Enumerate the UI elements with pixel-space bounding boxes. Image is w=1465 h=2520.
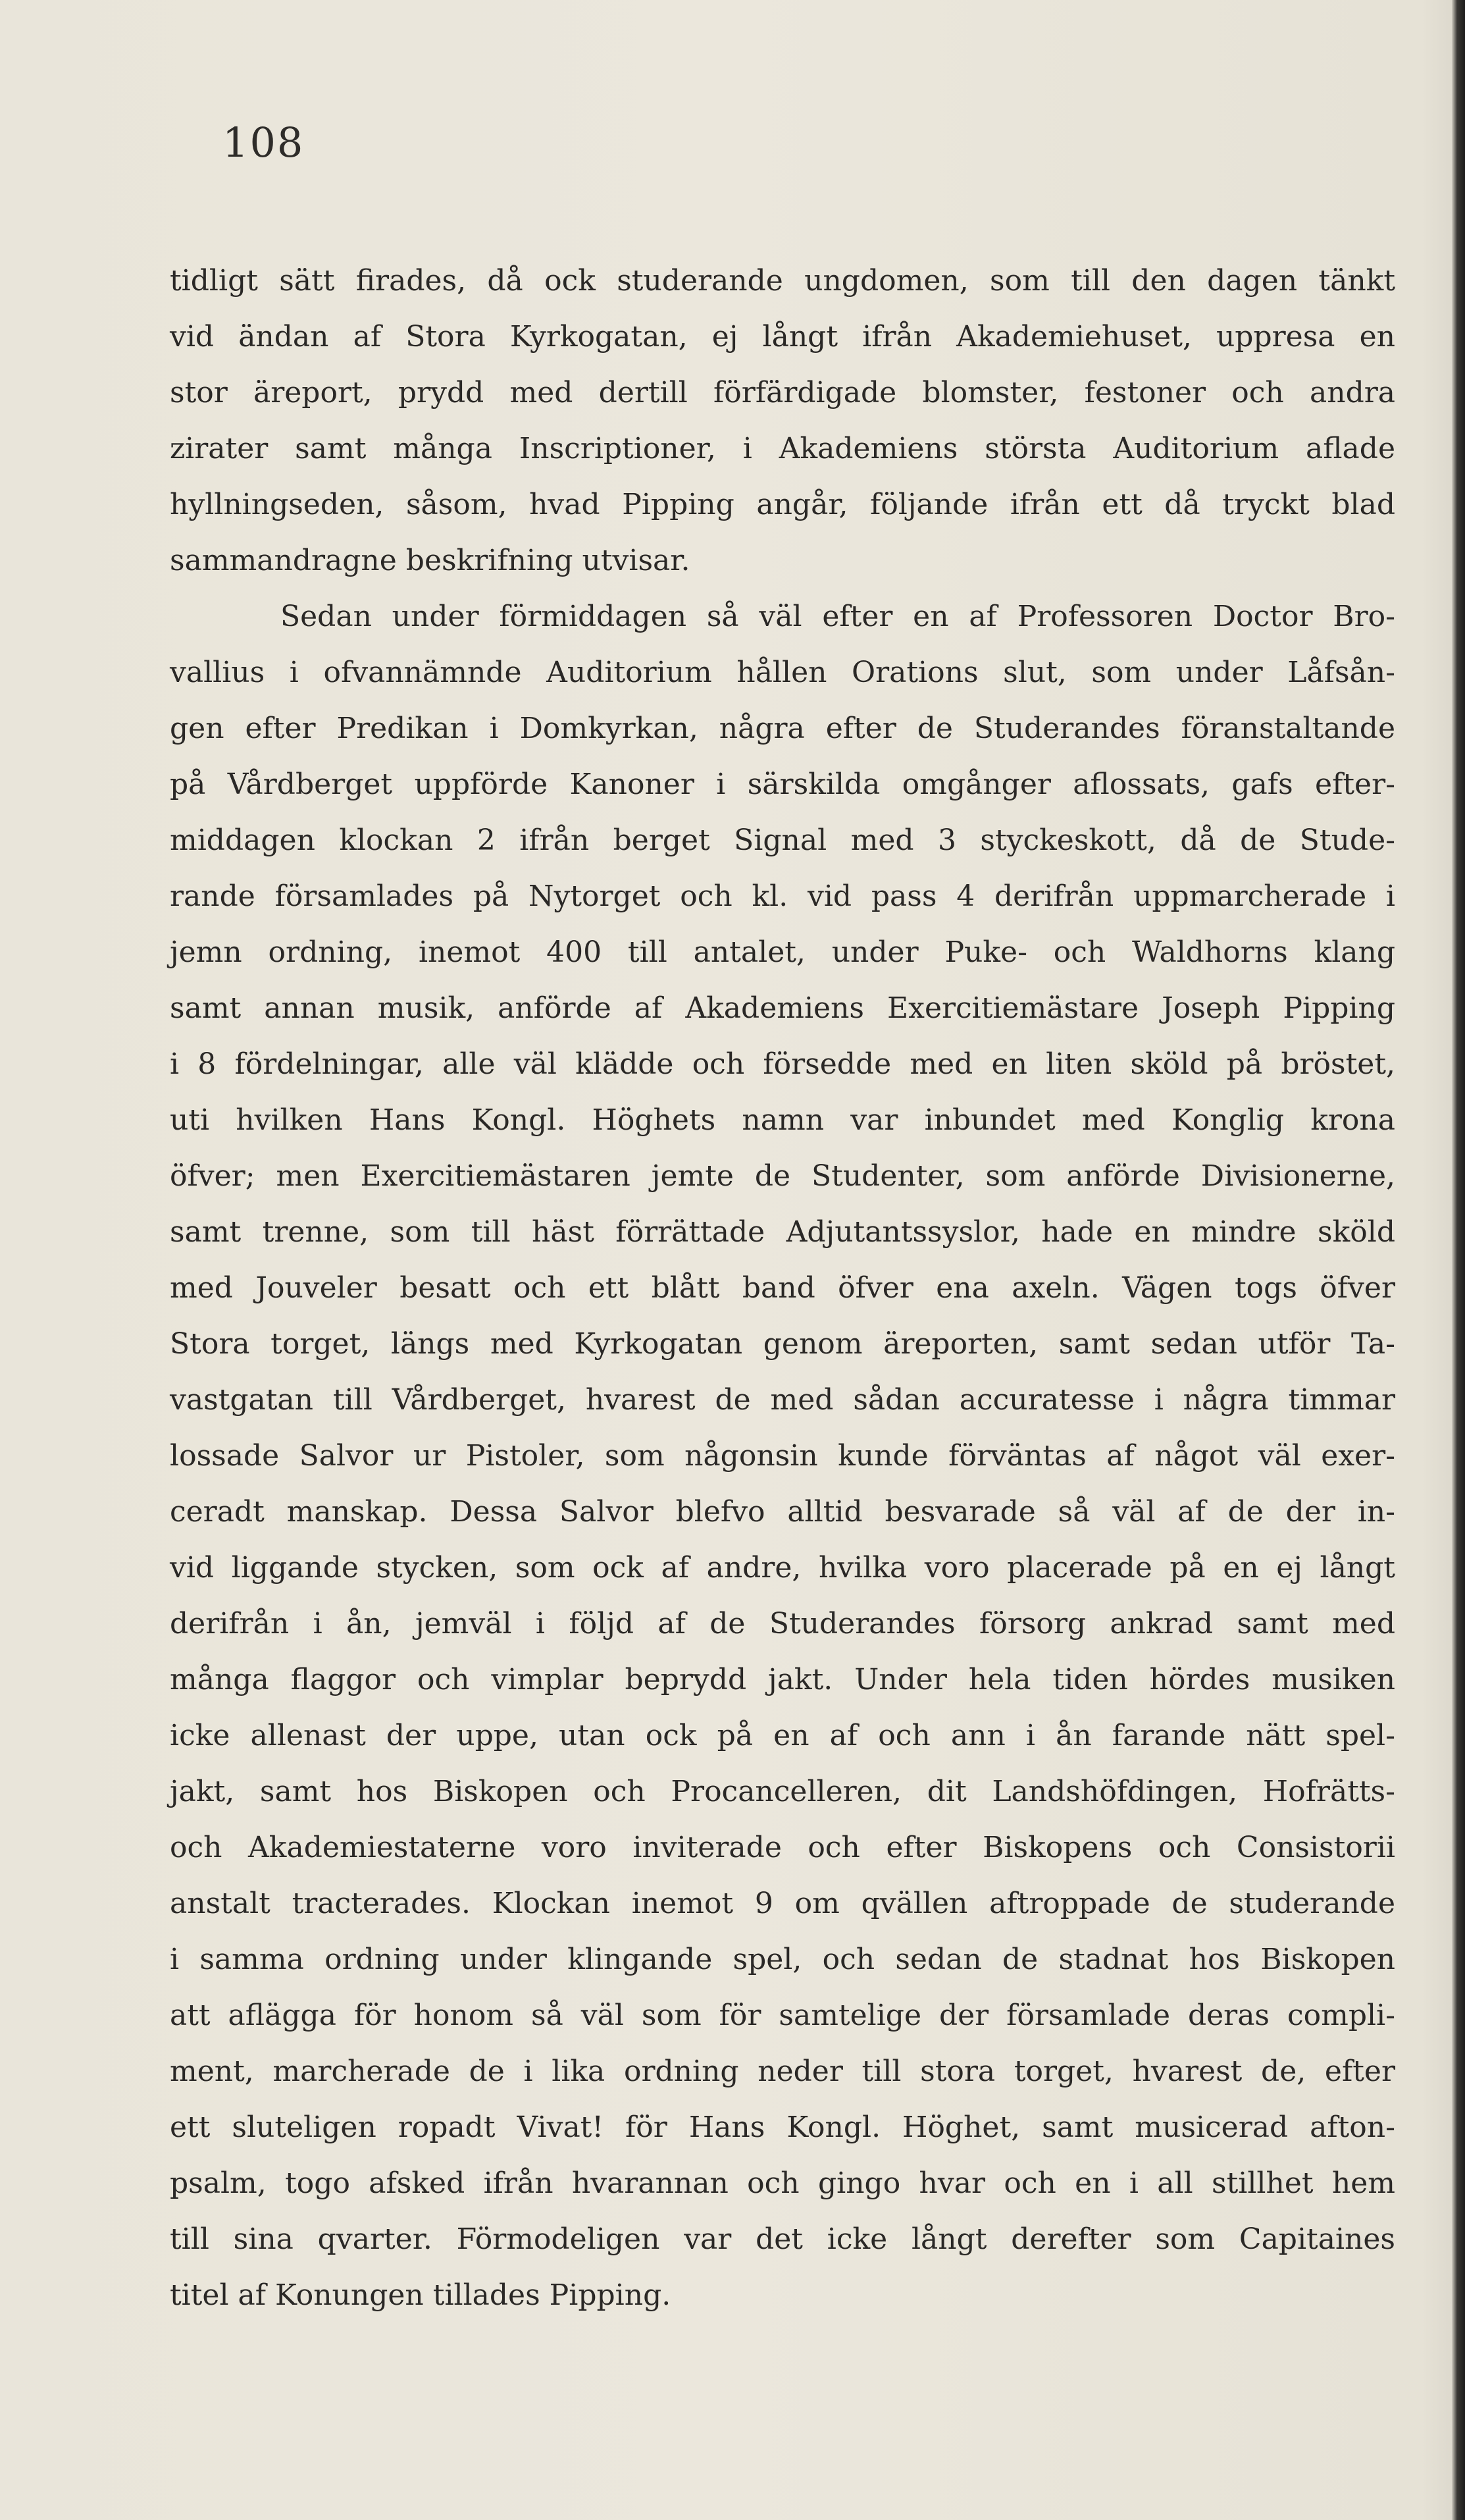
text-line: i samma ordning under klingande spel, och sedan de stadnat hos Biskopen	[170, 1943, 1395, 1976]
text-line: uti hvilken Hans Kongl. Höghets namn var inbundet med Konglig krona	[170, 1103, 1395, 1137]
body-text	[170, 253, 1395, 2323]
text-line: vastgatan till Vårdberget, hvarest de med sådan accuratesse i några timmar	[170, 1383, 1395, 1417]
text-line: derifrån i ån, jemväl i följd af de Studerandes försorg ankrad samt med	[170, 1607, 1395, 1641]
text-line: vallius i ofvannämnde Auditorium hållen Orations slut, som under Låfsån-	[170, 656, 1395, 689]
text-line: ment, marcherade de i lika ordning neder till stora torget, hvarest de, efter	[170, 2055, 1395, 2088]
text-line: att aflägga för honom så väl som för samtelige der församlade deras compli-	[170, 1999, 1395, 2032]
text-line: öfver; men Exercitiemästaren jemte de Studenter, som anförde Divisionerne,	[170, 1159, 1395, 1193]
text-line: vid liggande stycken, som ock af andre, hvilka voro placerade på en ej långt	[170, 1551, 1395, 1585]
text-line: tidligt sätt firades, då ock studerande ungdomen, som till den dagen tänkt	[170, 264, 1395, 298]
text-line: Sedan under förmiddagen så väl efter en af Professoren Doctor Bro-	[280, 600, 1395, 633]
text-line: och Akademiestaterne voro inviterade och efter Biskopens och Consistorii	[170, 1831, 1395, 1864]
text-line: stor äreport, prydd med dertill förfärdigade blomster, festoner och andra	[170, 376, 1395, 409]
text-line: samt annan musik, anförde af Akademiens Exercitiemästare Joseph Pipping	[170, 991, 1395, 1025]
text-line: på Vårdberget uppförde Kanoner i särskilda omgånger aflossats, gafs efter-	[170, 768, 1395, 801]
text-line: vid ändan af Stora Kyrkogatan, ej långt ifrån Akademiehuset, uppresa en	[170, 320, 1395, 354]
text-line: ett sluteligen ropadt Vivat! för Hans Kongl. Höghet, samt musicerad afton-	[170, 2111, 1395, 2144]
text-line: hyllningseden, såsom, hvad Pipping angår, följande ifrån ett då tryckt blad	[170, 488, 1395, 521]
text-line: middagen klockan 2 ifrån berget Signal med 3 styckeskott, då de Stude-	[170, 824, 1395, 857]
text-line: psalm, togo afsked ifrån hvarannan och gingo hvar och en i all stillhet hem	[170, 2166, 1395, 2200]
page-number: 108	[222, 118, 305, 167]
text-line: rande församlades på Nytorget och kl. vid pass 4 derifrån uppmarcherade i	[170, 879, 1395, 913]
text-line: Stora torget, längs med Kyrkogatan genom äreporten, samt sedan utför Ta-	[170, 1327, 1395, 1361]
text-line: anstalt tracterades. Klockan inemot 9 om qvällen aftroppade de studerande	[170, 1887, 1395, 1920]
text-line: med Jouveler besatt och ett blått band öfver ena axeln. Vägen togs öfver	[170, 1271, 1395, 1305]
text-line: zirater samt många Inscriptioner, i Akademiens största Auditorium aflade	[170, 432, 1395, 465]
text-line: i 8 fördelningar, alle väl klädde och försedde med en liten sköld på bröstet,	[170, 1047, 1395, 1081]
text-line: till sina qvarter. Förmodeligen var det icke långt derefter som Capitaines	[170, 2222, 1395, 2256]
text-line: samt trenne, som till häst förrättade Adjutantssyslor, hade en mindre sköld	[170, 1215, 1395, 1249]
text-line: jakt, samt hos Biskopen och Procancelleren, dit Landshöfdingen, Hofrätts-	[170, 1775, 1395, 1808]
text-line: icke allenast der uppe, utan ock på en af och ann i ån farande nätt spel-	[170, 1719, 1395, 1752]
page-edge-shadow	[1452, 0, 1465, 2520]
text-line: jemn ordning, inemot 400 till antalet, under Puke- och Waldhorns klang	[170, 935, 1395, 969]
text-line: sammandragne beskrifning utvisar.	[170, 544, 690, 577]
text-line: många flaggor och vimplar beprydd jakt. Under hela tiden hördes musiken	[170, 1663, 1395, 1696]
text-line: gen efter Predikan i Domkyrkan, några efter de Studerandes föranstaltande	[170, 712, 1395, 745]
text-line: titel af Konungen tillades Pipping.	[170, 2278, 671, 2312]
text-line: ceradt manskap. Dessa Salvor blefvo alltid besvarade så väl af de der in-	[170, 1495, 1395, 1529]
text-line: lossade Salvor ur Pistoler, som någonsin kunde förväntas af något väl exer-	[170, 1439, 1395, 1473]
